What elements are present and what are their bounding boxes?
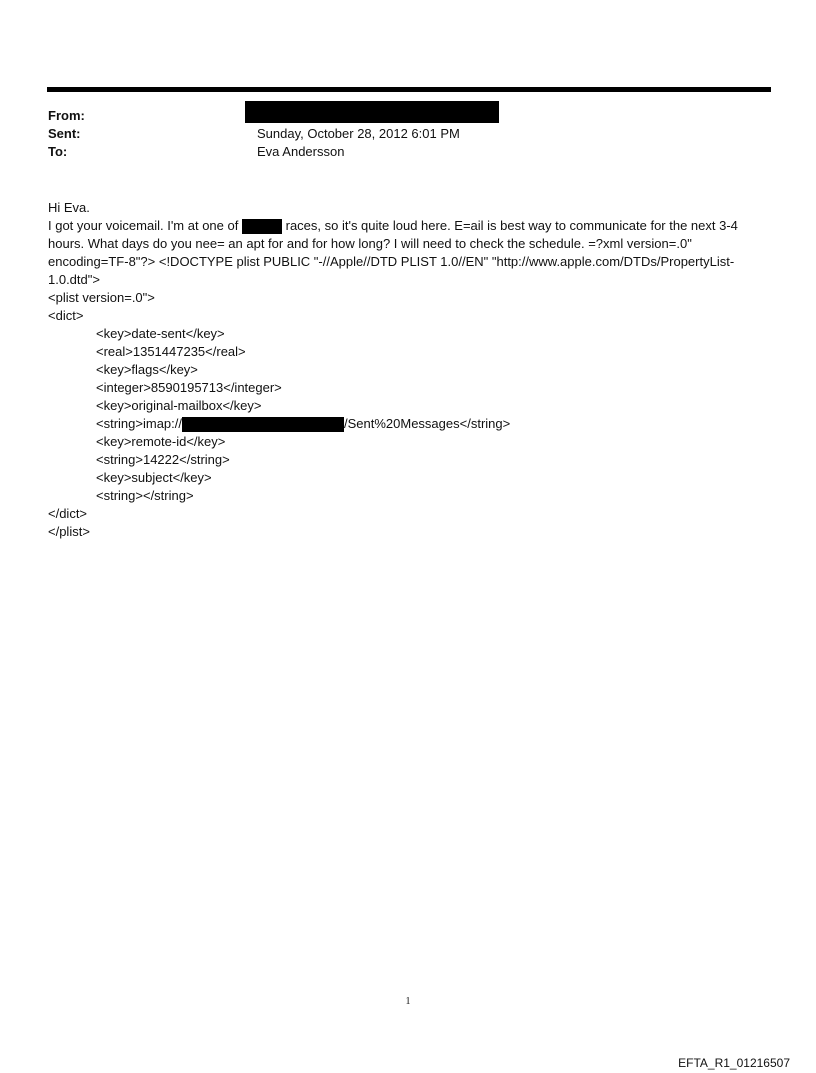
dict-open: <dict> [48, 308, 84, 323]
to-value: Eva Andersson [257, 144, 345, 159]
mailbox-prefix: <string>imap:// [96, 416, 182, 431]
plist-line: <key>original-mailbox</key> [96, 398, 262, 413]
plist-line: <key>remote-id</key> [96, 434, 226, 449]
page-number: 1 [405, 996, 411, 1007]
sent-label: Sent: [48, 126, 81, 141]
mailbox-suffix: /Sent%20Messages</string> [344, 416, 511, 431]
greeting: Hi Eva. [48, 200, 90, 215]
email-body [48, 199, 772, 541]
plist-line: <integer>8590195713</integer> [96, 380, 282, 395]
redaction-block [242, 219, 282, 234]
from-value-redacted [245, 101, 499, 123]
dict-close: </dict> [48, 506, 88, 521]
document-id: EFTA_R1_01216507 [678, 1056, 790, 1070]
plist-line-mailbox [48, 415, 772, 433]
message-text-b: races, so it's quite loud here. E=ail is best way to communicate for the next 3-4 hours. What days do you nee= an apt for and for how long? I will need to check the schedule. =?xml version=.0" encoding=TF-8"?> <!DOCTYPE plist PUBLIC "-//Apple//DTD PLIST 1.0//EN" "http://www.apple.com/DTDs/PropertyList-1.0.dtd"> [48, 218, 738, 287]
plist-line: <key>flags</key> [96, 362, 198, 377]
plist-line: <real>1351447235</real> [96, 344, 246, 359]
redaction-block [182, 417, 344, 432]
plist-line: <key>date-sent</key> [96, 326, 225, 341]
sent-value: Sunday, October 28, 2012 6:01 PM [257, 126, 460, 141]
plist-line: <key>subject</key> [96, 470, 212, 485]
header-rule [47, 87, 771, 92]
message-text-a: I got your voicemail. I'm at one of [48, 218, 239, 233]
message-paragraph [48, 217, 772, 289]
to-label: To: [48, 144, 68, 159]
plist-line: <string>14222</string> [96, 452, 230, 467]
plist-line: <string></string> [96, 488, 194, 503]
plist-open: <plist version=.0"> [48, 290, 155, 305]
from-label: From: [48, 108, 85, 123]
plist-close: </plist> [48, 524, 90, 539]
